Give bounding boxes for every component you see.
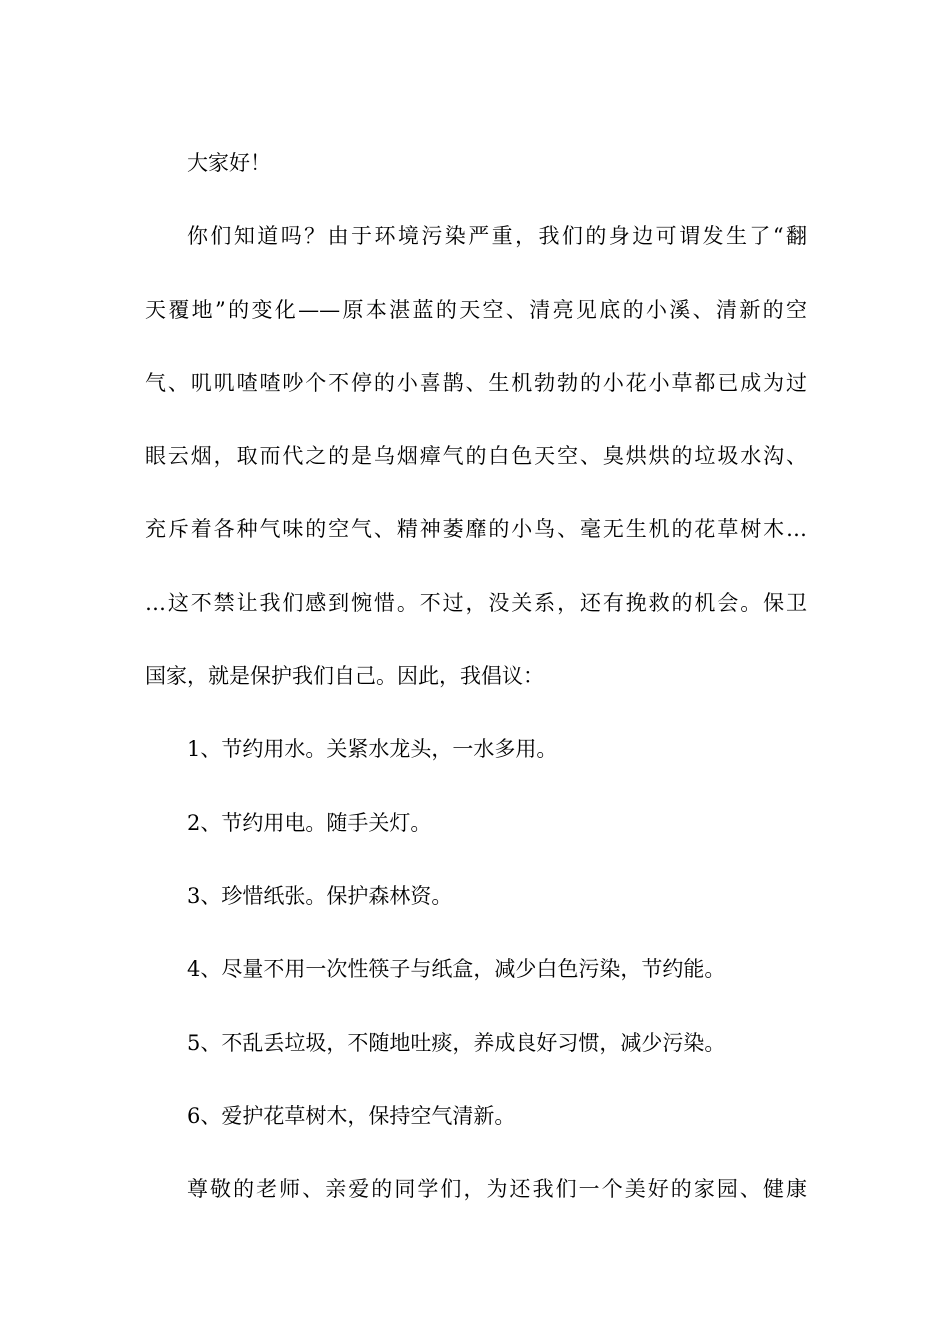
proposal-item-5 bbox=[145, 1007, 807, 1080]
document-body bbox=[145, 127, 807, 1226]
intro-line-4: 眼云烟，取而代之的是乌烟瘴气的白色天空、臭烘烘的垃圾水沟、 bbox=[145, 444, 807, 469]
proposal-text: 1、节约用水。关紧水龙头，一水多用。 bbox=[187, 737, 558, 762]
intro-line-3: 气、叽叽喳喳吵个不停的小喜鹊、生机勃勃的小花小草都已成为过 bbox=[145, 370, 807, 395]
greeting-paragraph bbox=[145, 127, 807, 200]
proposal-text: 2、节约用电。随手关灯。 bbox=[187, 810, 432, 835]
proposal-text: 6、爱护花草树木，保持空气清新。 bbox=[187, 1103, 516, 1128]
proposal-item-4 bbox=[145, 933, 807, 1006]
intro-line-1: 你们知道吗？由于环境污染严重，我们的身边可谓发生了“翻 bbox=[187, 224, 807, 249]
intro-line-5: 充斥着各种气味的空气、精神萎靡的小鸟、毫无生机的花草树木… bbox=[145, 517, 807, 542]
proposal-item-1 bbox=[145, 713, 807, 786]
intro-line-7: 国家，就是保护我们自己。因此，我倡议： bbox=[145, 664, 544, 689]
intro-paragraph bbox=[145, 200, 807, 713]
intro-line-6: …这不禁让我们感到惋惜。不过，没关系，还有挽救的机会。保卫 bbox=[145, 590, 807, 615]
proposal-text: 4、尽量不用一次性筷子与纸盒，减少白色污染，节约能。 bbox=[187, 957, 726, 982]
proposal-text: 3、珍惜纸张。保护森林资。 bbox=[187, 883, 453, 908]
intro-line-2: 天覆地”的变化——原本湛蓝的天空、清亮见底的小溪、清新的空 bbox=[145, 297, 807, 322]
proposal-text: 5、不乱丢垃圾，不随地吐痰，养成良好习惯，减少污染。 bbox=[187, 1030, 726, 1055]
closing-line-1: 尊敬的老师、亲爱的同学们，为还我们一个美好的家园、健康 bbox=[187, 1177, 807, 1202]
proposal-item-3 bbox=[145, 860, 807, 933]
closing-paragraph bbox=[145, 1153, 807, 1226]
proposal-item-2 bbox=[145, 787, 807, 860]
proposal-item-6 bbox=[145, 1080, 807, 1153]
greeting-text: 大家好！ bbox=[187, 151, 271, 175]
